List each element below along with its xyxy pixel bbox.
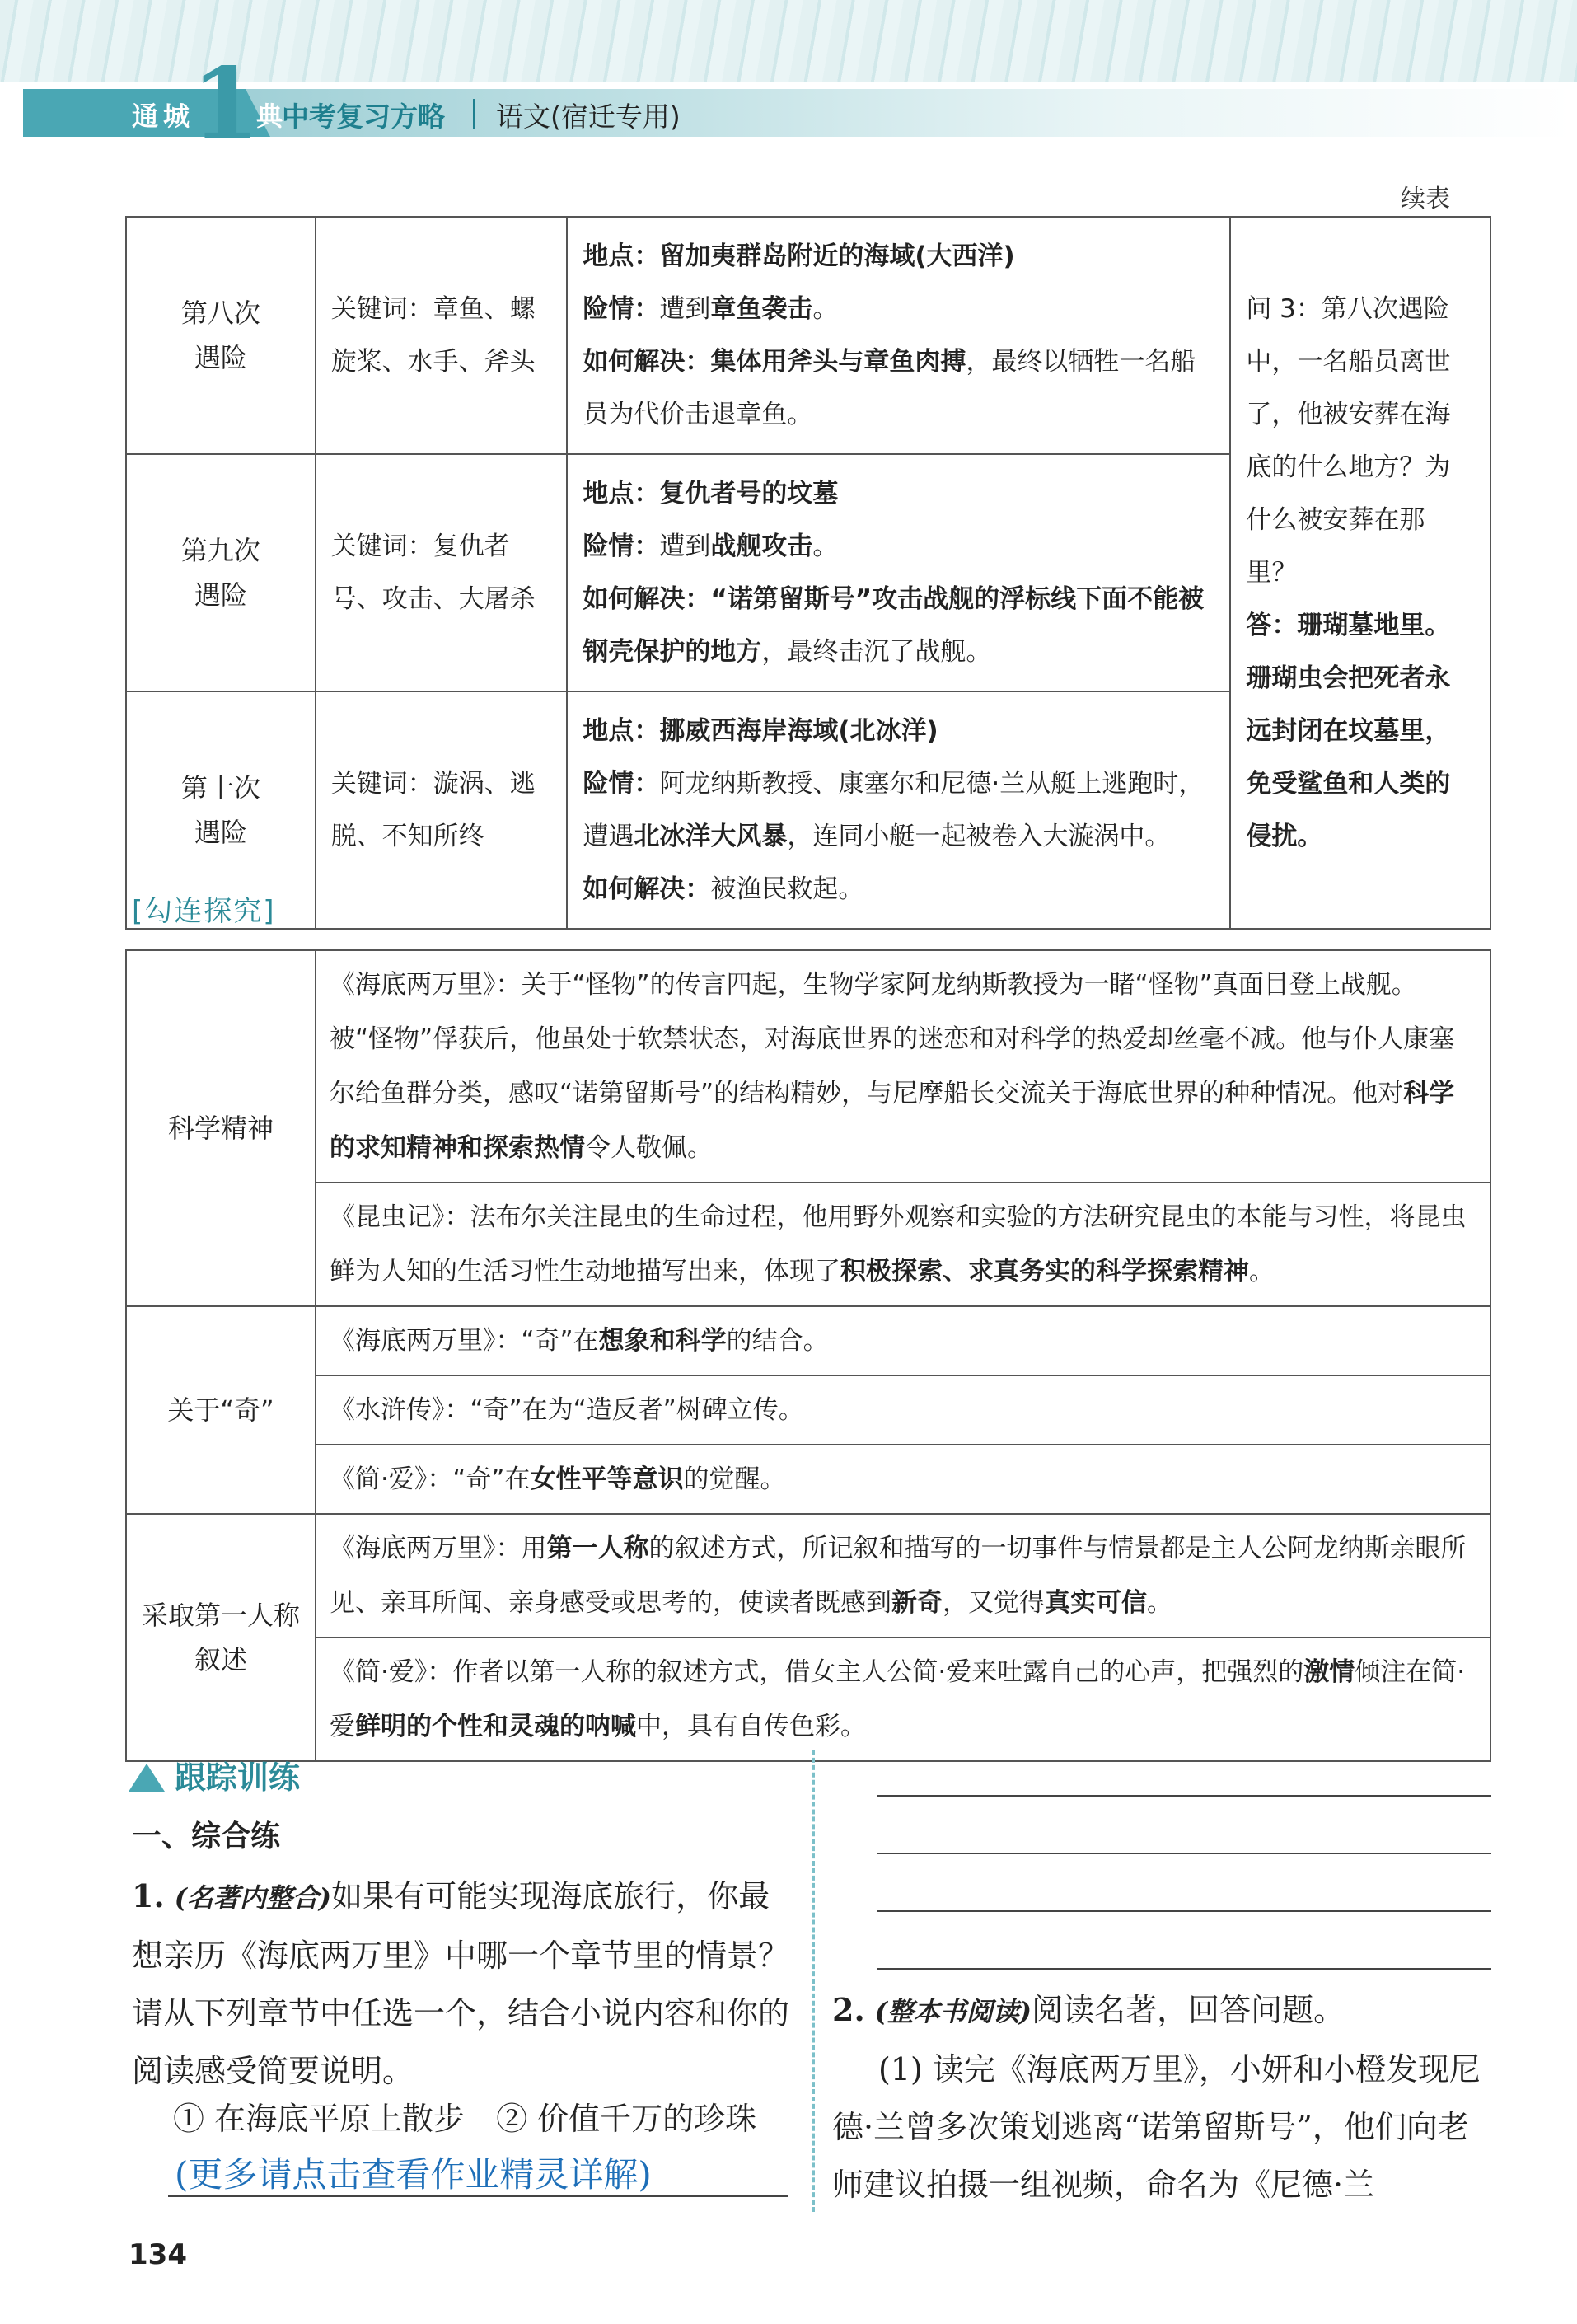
item-cell xyxy=(316,950,1490,1183)
question-options: ① 在海底平原上散步 ② 价值千万的珍珠 xyxy=(173,2101,757,2137)
detail-cell xyxy=(567,217,1230,454)
danger-label: 险情： xyxy=(583,532,660,561)
danger-line xyxy=(583,520,1214,573)
explore-table xyxy=(125,949,1491,1762)
qa-question: 问 3：第八次遇险中，一名船员离世了，他被安葬在海底的什么地方？为什么被安葬在那里？ xyxy=(1246,294,1451,588)
page-number: 134 xyxy=(129,2238,187,2271)
question-tag: (名著内整合) xyxy=(174,1882,332,1914)
group-label: 采取第一人称 叙述 xyxy=(126,1514,316,1761)
text-span: 想象和科学 xyxy=(598,1326,727,1356)
keywords-cell: 关键词：漩涡、逃脱、不知所终 xyxy=(316,691,568,929)
text-span: 倾注在简·爱 xyxy=(330,1657,1466,1741)
text-span: ，最终击沉了战舰。 xyxy=(761,637,992,667)
answer-line[interactable] xyxy=(877,1853,1491,1854)
group-label: 科学精神 xyxy=(126,950,316,1306)
solve-line xyxy=(583,335,1214,441)
brand-name: 通城 典 xyxy=(132,101,288,132)
text-span: 第一人称 xyxy=(546,1534,649,1563)
text-span: 。 xyxy=(812,532,839,561)
text-span: 科学的求知精神和探索热情 xyxy=(330,1079,1455,1163)
detail-cell xyxy=(567,454,1230,691)
text-span: 。 xyxy=(1147,1588,1172,1618)
qa-answer: 答：珊瑚墓地里。珊瑚虫会把死者永远封闭在坟墓里，免受鲨鱼和人类的侵扰。 xyxy=(1246,611,1451,851)
text-span: 令人敬佩。 xyxy=(585,1133,713,1163)
text-span: “诺第留斯号”攻击战舰的浮标线下面不能被钢壳保护的地方 xyxy=(583,584,1205,667)
table-row xyxy=(126,1514,1490,1638)
table-row xyxy=(126,217,1490,454)
question-text: 阅读名著，回答问题。 xyxy=(1032,1992,1345,2028)
text-span: 的觉醒。 xyxy=(683,1464,786,1494)
section-tag: [勾连探究] xyxy=(132,895,276,928)
solve-line xyxy=(583,863,1214,916)
text-span: 《水浒传》：“奇”在为“造反者”树碑立传。 xyxy=(330,1395,804,1425)
solve-line xyxy=(583,573,1214,678)
place-value: 挪威西海岸海域(北冰洋) xyxy=(659,716,938,746)
table-row xyxy=(126,1638,1490,1761)
question-2 xyxy=(832,1981,1491,2214)
row-label: 第九次 遇险 xyxy=(126,454,316,691)
text-span: 新奇 xyxy=(891,1588,943,1618)
triangle-icon xyxy=(129,1764,165,1792)
subject-label: 语文(宿迁专用) xyxy=(496,101,681,133)
brand-numeral: 1 xyxy=(191,46,260,162)
text-span: 集体用斧头与章鱼肉搏 xyxy=(710,347,966,377)
place-line xyxy=(583,705,1214,757)
item-cell xyxy=(316,1445,1490,1514)
danger-line xyxy=(583,283,1214,335)
keywords-cell: 关键词：复仇者号、攻击、大屠杀 xyxy=(316,454,568,691)
row-label: 第八次 遇险 xyxy=(126,217,316,454)
text-span: 章鱼袭击 xyxy=(710,294,813,324)
qa-cell xyxy=(1230,217,1490,929)
danger-label: 险情： xyxy=(583,294,660,324)
text-span: 激情 xyxy=(1303,1657,1355,1687)
more-details-link[interactable]: (更多请点击查看作业精灵详解) xyxy=(175,2154,652,2195)
sub-question-1: (1) 读完《海底两万里》，小妍和小橙发现尼德·兰曾多次策划逃离“诺第留斯号”，他们向老师建议拍摄一组视频，命名为《尼德·兰 xyxy=(832,2051,1481,2203)
column-divider xyxy=(812,1750,815,2212)
text-span: 《海底两万里》：关于“怪物”的传言四起，生物学家阿龙纳斯教授为一睹“怪物”真面目登上战舰。被“怪物”俘获后，他虽处于软禁状态，对海底世界的迷恋和对科学的热爱却丝毫不减。他与仆人康塞尔给鱼群分类，感叹“诺第留斯号”的结构精妙，与尼摩船长交流关于海底世界的种种情况。他对 xyxy=(330,970,1455,1108)
text-span: 女性平等意识 xyxy=(530,1464,684,1494)
item-cell xyxy=(316,1638,1490,1761)
text-span: ，又觉得 xyxy=(943,1588,1045,1618)
place-label: 地点： xyxy=(583,716,660,746)
text-span: 鲜明的个性和灵魂的呐喊 xyxy=(355,1712,636,1741)
place-line xyxy=(583,230,1214,283)
place-line xyxy=(583,467,1214,520)
table-row xyxy=(126,1306,1490,1375)
place-label: 地点： xyxy=(583,241,660,271)
text-span: 的结合。 xyxy=(726,1326,829,1356)
text-span: 战舰攻击 xyxy=(710,532,813,561)
danger-line xyxy=(583,757,1214,863)
detail-cell xyxy=(567,691,1230,929)
question-number: 1. xyxy=(132,1877,165,1914)
text-span: 《海底两万里》：用 xyxy=(330,1534,547,1563)
solve-label: 如何解决： xyxy=(583,347,711,377)
text-span: 遭到 xyxy=(659,532,711,561)
text-span: 积极探索、求真务实的科学探索精神 xyxy=(840,1257,1249,1286)
answer-line[interactable] xyxy=(877,1910,1491,1912)
text-span: 《简·爱》：作者以第一人称的叙述方式，借女主人公简·爱来吐露自己的心声，把强烈的 xyxy=(330,1657,1304,1687)
solve-label: 如何解决： xyxy=(583,874,711,904)
text-span: 《昆虫记》：法布尔关注昆虫的生命过程，他用野外观察和实验的方法研究昆虫的本能与习性，将昆虫鲜为人知的生活习性生动地描写出来，体现了 xyxy=(330,1202,1467,1286)
table-row xyxy=(126,950,1490,1183)
text-span: 。 xyxy=(812,294,839,324)
text-span: ，连同小艇一起被卷入大漩涡中。 xyxy=(787,822,1171,851)
answer-line[interactable] xyxy=(877,1968,1491,1970)
place-value: 复仇者号的坟墓 xyxy=(659,479,839,508)
text-span: 《简·爱》：“奇”在 xyxy=(330,1464,531,1494)
question-tag: (整本书阅读) xyxy=(874,1996,1032,2027)
text-span: 遭到 xyxy=(659,294,711,324)
row-label: 第十次 遇险 xyxy=(126,691,316,929)
text-span: 《海底两万里》：“奇”在 xyxy=(330,1326,599,1356)
table-row xyxy=(126,1375,1490,1445)
underline xyxy=(168,2195,788,2197)
text-span: ，最终以牺牲一名船员为代价击退章鱼。 xyxy=(583,347,1196,429)
text-span: 。 xyxy=(1249,1257,1275,1286)
question-text: 如果有可能实现海底旅行，你最想亲历《海底两万里》中哪一个章节里的情景？请从下列章节中任选一个，结合小说内容和你的阅读感受简要说明。 xyxy=(132,1878,790,2089)
table-row xyxy=(126,1183,1490,1306)
group-label: 关于“奇” xyxy=(126,1306,316,1514)
item-cell xyxy=(316,1306,1490,1375)
item-cell xyxy=(316,1183,1490,1306)
header-divider xyxy=(473,99,475,129)
adventure-table xyxy=(125,216,1491,930)
text-span: 被渔民救起。 xyxy=(710,874,864,904)
solve-label: 如何解决： xyxy=(583,584,711,614)
danger-label: 险情： xyxy=(583,769,660,799)
item-cell xyxy=(316,1375,1490,1445)
text-span: 的叙述方式，所记叙和描写的一切事件与情景都是主人公阿龙纳斯亲眼所见、亲耳所闻、亲身感受或思考的，使读者既感到 xyxy=(330,1534,1467,1618)
text-span: 中，具有自传色彩。 xyxy=(636,1712,866,1741)
place-value: 留加夷群岛附近的海域(大西洋) xyxy=(659,241,1015,271)
text-span: 阿龙纳斯教授、康塞尔和尼德·兰从艇上逃跑时，遭遇 xyxy=(583,769,1205,851)
item-cell xyxy=(316,1514,1490,1638)
answer-line[interactable] xyxy=(877,1795,1491,1797)
continued-label: 续表 xyxy=(1401,185,1450,213)
text-span: 真实可信 xyxy=(1045,1588,1147,1618)
question-1 xyxy=(132,1867,791,2100)
question-number: 2. xyxy=(832,1991,865,2028)
table-row xyxy=(126,1445,1490,1514)
text-span: 北冰洋大风暴 xyxy=(634,822,788,851)
place-label: 地点： xyxy=(583,479,660,508)
keywords-cell: 关键词：章鱼、螺旋桨、水手、斧头 xyxy=(316,217,568,454)
practice-title: 跟踪训练 xyxy=(175,1759,301,1796)
practice-subtitle: 一、综合练 xyxy=(132,1820,281,1853)
book-subtitle: 中考复习方略 xyxy=(282,101,445,133)
